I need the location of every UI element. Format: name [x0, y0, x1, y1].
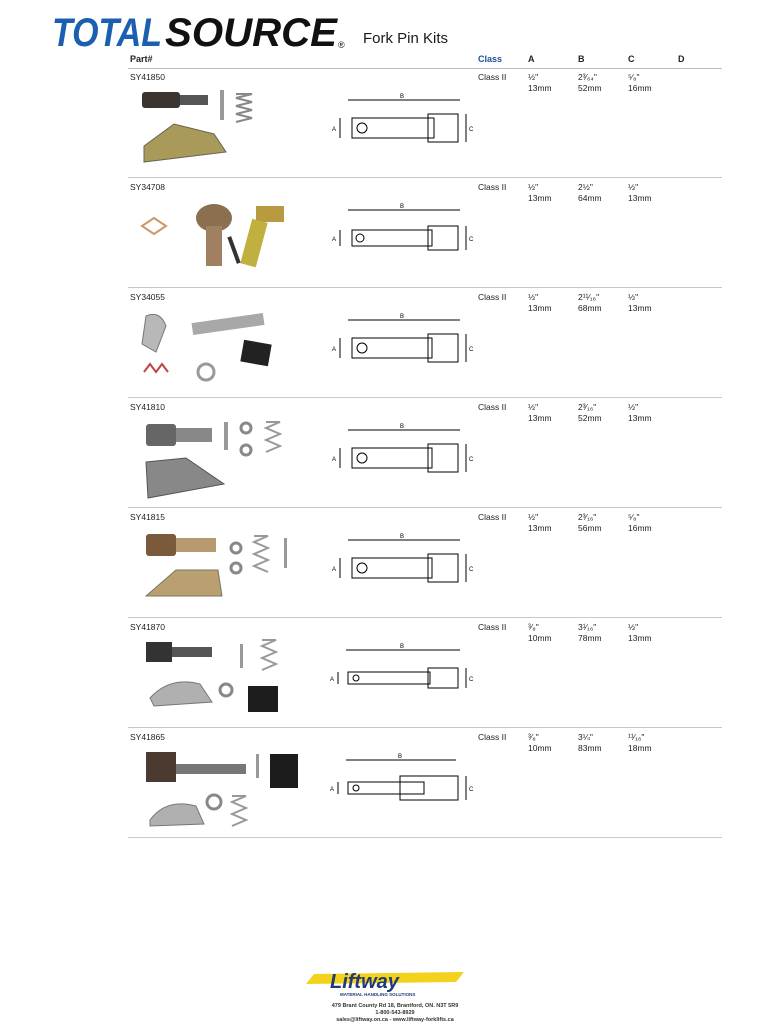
- kit-photo: [136, 636, 306, 724]
- brand-source: SOURCE: [165, 11, 339, 52]
- part-number: SY34055: [130, 292, 165, 302]
- c-mm: 13mm: [628, 413, 652, 423]
- c-mm: 13mm: [628, 303, 652, 313]
- b-inch: 2³⁄₁₆": [578, 402, 597, 412]
- table-row: [128, 618, 722, 728]
- svg-text:A: A: [332, 237, 337, 243]
- part-number: SY34708: [130, 182, 165, 192]
- svg-text:C: C: [469, 677, 474, 683]
- b-mm: 83mm: [578, 743, 602, 753]
- b-mm: 64mm: [578, 193, 602, 203]
- svg-text:B: B: [400, 314, 405, 320]
- kit-photo: [136, 416, 306, 504]
- b-inch: 2³⁄₆₄": [578, 72, 597, 82]
- class-value: Class II: [478, 732, 507, 742]
- c-inch: ⁵⁄₈": [628, 512, 640, 522]
- a-mm: 13mm: [528, 193, 552, 203]
- page-title: Fork Pin Kits: [363, 30, 449, 47]
- header-d: D: [678, 54, 685, 64]
- part-number: SY41850: [130, 72, 165, 82]
- a-mm: 13mm: [528, 303, 552, 313]
- svg-text:A: A: [332, 127, 337, 133]
- svg-text:A: A: [332, 567, 337, 573]
- pin-diagram: [328, 418, 478, 493]
- liftway-logo: [300, 968, 490, 998]
- svg-text:B: B: [400, 94, 405, 100]
- svg-text:C: C: [469, 237, 474, 243]
- c-mm: 13mm: [628, 633, 652, 643]
- a-inch: ½": [528, 512, 539, 522]
- svg-text:A: A: [330, 787, 335, 793]
- class-value: Class II: [478, 72, 507, 82]
- pin-diagram: [328, 308, 478, 383]
- b-mm: 68mm: [578, 303, 602, 313]
- c-inch: ½": [628, 292, 639, 302]
- c-inch: ⁵⁄₈": [628, 72, 640, 82]
- pin-diagram: [328, 638, 478, 713]
- svg-text:A: A: [332, 347, 337, 353]
- svg-text:C: C: [469, 127, 474, 133]
- a-mm: 13mm: [528, 413, 552, 423]
- c-mm: 18mm: [628, 743, 652, 753]
- a-inch: ½": [528, 292, 539, 302]
- table-row: [128, 508, 722, 618]
- footer-tagline: MATERIAL HANDLING SOLUTIONS: [340, 992, 416, 997]
- c-mm: 16mm: [628, 523, 652, 533]
- table-header: [128, 52, 722, 69]
- a-mm: 13mm: [528, 83, 552, 93]
- header-a: A: [528, 54, 535, 64]
- a-inch: ½": [528, 182, 539, 192]
- pin-diagram: [328, 198, 478, 273]
- pin-diagram: [328, 88, 478, 163]
- pin-diagram: [328, 748, 478, 823]
- table-row: [128, 68, 722, 178]
- svg-text:A: A: [332, 457, 337, 463]
- parts-table: [128, 68, 722, 838]
- b-mm: 56mm: [578, 523, 602, 533]
- footer: [300, 968, 490, 1024]
- b-inch: 2³⁄₁₆": [578, 512, 597, 522]
- footer-logo-text: Liftway: [330, 971, 399, 993]
- svg-text:B: B: [400, 424, 405, 430]
- class-value: Class II: [478, 292, 507, 302]
- b-mm: 78mm: [578, 633, 602, 643]
- part-number: SY41810: [130, 402, 165, 412]
- kit-photo: [136, 86, 306, 174]
- brand-total: TOTAL: [52, 11, 162, 52]
- header-c: C: [628, 54, 635, 64]
- total-source-logo: [50, 8, 350, 52]
- a-mm: 10mm: [528, 633, 552, 643]
- part-number: SY41815: [130, 512, 165, 522]
- svg-text:B: B: [400, 204, 405, 210]
- footer-address: 479 Brant County Rd 18, Brantford, ON. N3T 5R9: [331, 1003, 459, 1009]
- table-row: [128, 178, 722, 288]
- c-mm: 16mm: [628, 83, 652, 93]
- class-value: Class II: [478, 512, 507, 522]
- a-inch: ½": [528, 402, 539, 412]
- class-value: Class II: [478, 402, 507, 412]
- kit-photo: [136, 306, 306, 394]
- table-row: [128, 288, 722, 398]
- pin-diagram: [328, 528, 478, 603]
- table-row: [128, 728, 722, 838]
- svg-text:C: C: [469, 457, 474, 463]
- svg-text:A: A: [330, 677, 335, 683]
- svg-text:C: C: [469, 347, 474, 353]
- kit-photo: [136, 746, 306, 834]
- class-value: Class II: [478, 622, 507, 632]
- svg-text:B: B: [400, 534, 405, 540]
- a-mm: 13mm: [528, 523, 552, 533]
- b-mm: 52mm: [578, 83, 602, 93]
- class-value: Class II: [478, 182, 507, 192]
- kit-photo: [136, 526, 306, 614]
- b-inch: 2¹¹⁄₁₆": [578, 292, 600, 302]
- kit-photo: [136, 196, 306, 284]
- header-class: Class: [478, 54, 503, 64]
- a-inch: ½": [528, 72, 539, 82]
- c-inch: ½": [628, 182, 639, 192]
- svg-text:B: B: [400, 644, 405, 650]
- svg-text:B: B: [398, 754, 403, 760]
- c-inch: ½": [628, 622, 639, 632]
- footer-web: sales@liftway.on.ca - www.liftway-forklifts.ca: [336, 1017, 454, 1023]
- footer-phone: 1-800-543-8929: [375, 1010, 415, 1016]
- b-inch: 3¼": [578, 732, 593, 742]
- a-inch: ³⁄₈": [528, 622, 539, 632]
- table-row: [128, 398, 722, 508]
- b-inch: 3¹⁄₁₆": [578, 622, 597, 632]
- svg-text:C: C: [469, 787, 474, 793]
- c-mm: 13mm: [628, 193, 652, 203]
- a-inch: ³⁄₈": [528, 732, 539, 742]
- c-inch: ¹¹⁄₁₆": [628, 732, 645, 742]
- svg-text:C: C: [469, 567, 474, 573]
- c-inch: ½": [628, 402, 639, 412]
- part-number: SY41865: [130, 732, 165, 742]
- header-b: B: [578, 54, 585, 64]
- a-mm: 10mm: [528, 743, 552, 753]
- b-mm: 52mm: [578, 413, 602, 423]
- part-number: SY41870: [130, 622, 165, 632]
- b-inch: 2½": [578, 182, 593, 192]
- header-part: Part#: [130, 54, 153, 64]
- brand-mark: ®: [338, 40, 345, 50]
